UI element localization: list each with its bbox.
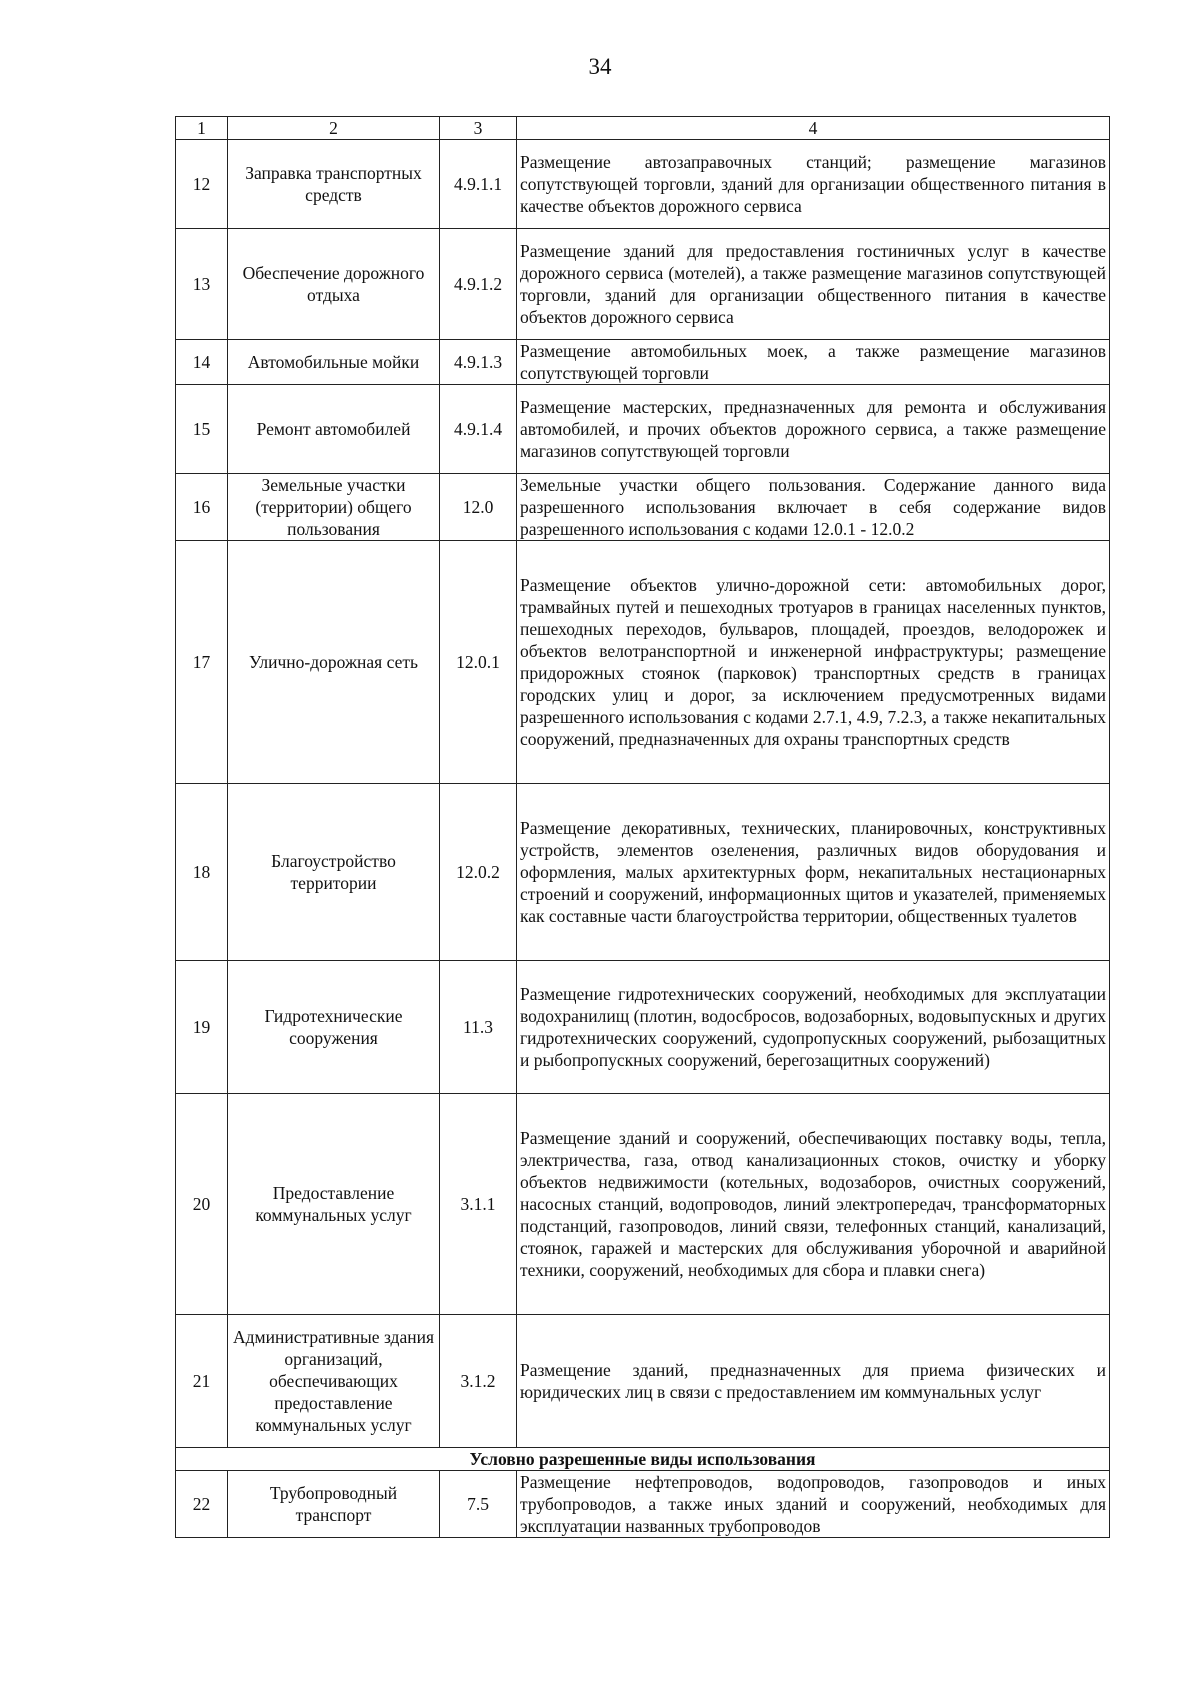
- use-type-description: Размещение мастерских, предназначенных для ремонта и обслуживания автомобилей, и прочих объектов дорожного сервиса, а также размещение магазинов сопутствующей торговли: [517, 385, 1110, 474]
- use-type-code: 4.9.1.1: [440, 140, 517, 229]
- use-type-description: Размещение автомобильных моек, а также размещение магазинов сопутствующей торговли: [517, 340, 1110, 385]
- header-cell: 1: [176, 117, 228, 140]
- use-type-code: 4.9.1.3: [440, 340, 517, 385]
- page-number: 34: [588, 54, 612, 79]
- use-type-description: Размещение гидротехнических сооружений, необходимых для эксплуатации водохранилищ (плотин, водосбросов, водозаборных, водовыпускных и других гидротехнических сооружений, судопропускных сооружений, рыбозащитных и рыбопропускных сооружений, берегозащитных сооружений): [517, 961, 1110, 1094]
- table-row: [176, 1315, 1110, 1448]
- header-cell: 4: [517, 117, 1110, 140]
- table-row: [176, 961, 1110, 1094]
- use-type-name: Заправка транспортных средств: [228, 140, 440, 229]
- row-number: 13: [176, 229, 228, 340]
- use-type-code: 4.9.1.2: [440, 229, 517, 340]
- use-type-name: Автомобильные мойки: [228, 340, 440, 385]
- use-type-code: 12.0.1: [440, 541, 517, 784]
- use-type-description: Размещение автозаправочных станций; размещение магазинов сопутствующей торговли, зданий для организации общественного питания в качестве объектов дорожного сервиса: [517, 140, 1110, 229]
- table-header-row: [176, 117, 1110, 140]
- table-row: [176, 474, 1110, 541]
- use-type-description: Земельные участки общего пользования. Содержание данного вида разрешенного использования включает в себя содержание видов разрешенного использования с кодами 12.0.1 - 12.0.2: [517, 474, 1110, 541]
- section-title: Условно разрешенные виды использования: [176, 1448, 1110, 1471]
- row-number: 18: [176, 784, 228, 961]
- row-number: 16: [176, 474, 228, 541]
- table-row: [176, 140, 1110, 229]
- use-type-code: 4.9.1.4: [440, 385, 517, 474]
- row-number: 19: [176, 961, 228, 1094]
- use-type-code: 3.1.1: [440, 1094, 517, 1315]
- use-type-name: Трубопроводный транспорт: [228, 1471, 440, 1538]
- use-type-description: Размещение зданий для предоставления гостиничных услуг в качестве дорожного сервиса (мотелей), а также размещение магазинов сопутствующей торговли, зданий для организации общественного питания в качестве объектов дорожного сервиса: [517, 229, 1110, 340]
- table-row: [176, 784, 1110, 961]
- table-row: [176, 229, 1110, 340]
- use-type-name: Предоставление коммунальных услуг: [228, 1094, 440, 1315]
- table-row: [176, 1471, 1110, 1538]
- use-type-description: Размещение зданий и сооружений, обеспечивающих поставку воды, тепла, электричества, газа, отвод канализационных стоков, очистку и уборку объектов недвижимости (котельных, водозаборов, очистных сооружений, насосных станций, водопроводов, линий электропередач, трансформаторных подстанций, газопроводов, линий связи, телефонных станций, канализаций, стоянок, гаражей и мастерских для обслуживания уборочной и аварийной техники, сооружений, необходимых для сбора и плавки снега): [517, 1094, 1110, 1315]
- land-use-table: [175, 116, 1110, 1538]
- table-row: [176, 1094, 1110, 1315]
- use-type-name: Ремонт автомобилей: [228, 385, 440, 474]
- row-number: 15: [176, 385, 228, 474]
- use-type-name: Гидротехнические сооружения: [228, 961, 440, 1094]
- table-row: [176, 340, 1110, 385]
- row-number: 21: [176, 1315, 228, 1448]
- header-cell: 3: [440, 117, 517, 140]
- table-row: [176, 541, 1110, 784]
- table-row: [176, 385, 1110, 474]
- use-type-name: Земельные участки (территории) общего пользования: [228, 474, 440, 541]
- use-type-code: 3.1.2: [440, 1315, 517, 1448]
- use-type-code: 11.3: [440, 961, 517, 1094]
- use-type-name: Обеспечение дорожного отдыха: [228, 229, 440, 340]
- row-number: 22: [176, 1471, 228, 1538]
- use-type-name: Улично-дорожная сеть: [228, 541, 440, 784]
- use-type-description: Размещение зданий, предназначенных для приема физических и юридических лиц в связи с предоставлением им коммунальных услуг: [517, 1315, 1110, 1448]
- header-cell: 2: [228, 117, 440, 140]
- row-number: 20: [176, 1094, 228, 1315]
- use-type-name: Административные здания организаций, обеспечивающих предоставление коммунальных услуг: [228, 1315, 440, 1448]
- row-number: 14: [176, 340, 228, 385]
- section-header-row: [176, 1448, 1110, 1471]
- use-type-code: 12.0.2: [440, 784, 517, 961]
- use-type-description: Размещение декоративных, технических, планировочных, конструктивных устройств, элементов озеленения, различных видов оборудования и оформления, малых архитектурных форм, некапитальных нестационарных строений и сооружений, информационных щитов и указателей, применяемых как составные части благоустройства территории, общественных туалетов: [517, 784, 1110, 961]
- use-type-name: Благоустройство территории: [228, 784, 440, 961]
- use-type-description: Размещение объектов улично-дорожной сети: автомобильных дорог, трамвайных путей и пешеходных тротуаров в границах населенных пунктов, пешеходных переходов, бульваров, площадей, проездов, велодорожек и объектов велотранспортной и инженерной инфраструктуры; размещение придорожных стоянок (парковок) транспортных средств в границах городских улиц и дорог, за исключением предусмотренных видами разрешенного использования с кодами 2.7.1, 4.9, 7.2.3, а также некапитальных сооружений, предназначенных для охраны транспортных средств: [517, 541, 1110, 784]
- row-number: 17: [176, 541, 228, 784]
- use-type-code: 12.0: [440, 474, 517, 541]
- use-type-description: Размещение нефтепроводов, водопроводов, газопроводов и иных трубопроводов, а также иных зданий и сооружений, необходимых для эксплуатации названных трубопроводов: [517, 1471, 1110, 1538]
- row-number: 12: [176, 140, 228, 229]
- use-type-code: 7.5: [440, 1471, 517, 1538]
